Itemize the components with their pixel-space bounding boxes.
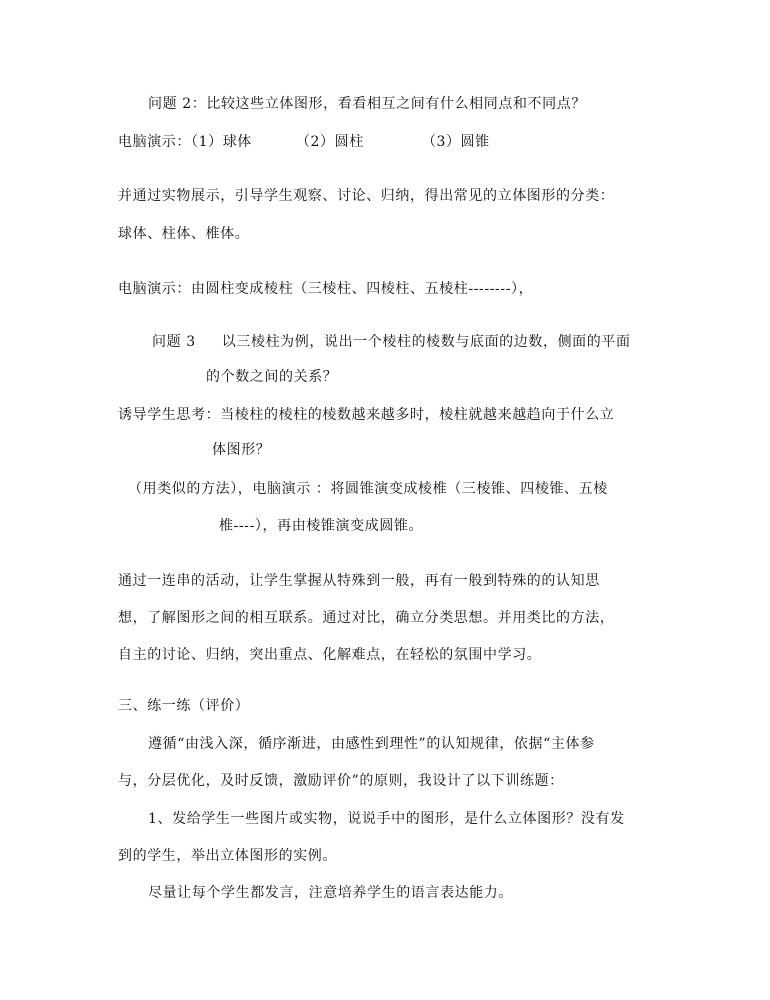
analog-line-2: 椎----），再由棱锥演变成圆锥。 (219, 518, 424, 534)
guide-line-2: 体图形？ (212, 442, 271, 458)
demo-1-line (118, 133, 490, 151)
question-3-label: 问题 3 (152, 334, 196, 350)
summary-line-1: 通过一连串的活动，让学生掌握从特殊到一般，再有一般到特殊的的认知思 (118, 573, 600, 589)
question-2: 问题 2：比较这些立体图形，看看相互之间有什么相同点和不同点？ (148, 96, 586, 112)
speak-line: 尽量让每个学生都发言，注意培养学生的语言表达能力。 (148, 885, 513, 901)
summary-line-3: 自主的讨论、归纳，突出重点、化解难点，在轻松的氛围中学习。 (118, 647, 542, 663)
section-3-heading: 三、练一练（评价） (118, 698, 250, 714)
classify-line-1: 并通过实物展示，引导学生观察、讨论、归纳，得出常见的立体图形的分类： (118, 188, 615, 204)
exercise-1-line-1: 1、发给学生一些图片或实物，说说手中的图形，是什么立体图形？没有发 (148, 811, 625, 827)
principle-line-1: 遵循“由浅入深，循序渐进，由感性到理性”的认知规律，依据“主体参 (148, 736, 595, 752)
classify-line-2: 球体、柱体、椎体。 (118, 226, 250, 242)
analog-line-1: （用类似的方法），电脑演示 ：将圆锥演变成棱椎（三棱锥、四棱锥、五棱 (128, 481, 608, 497)
question-3-line (152, 333, 631, 351)
question-3-text: 以三棱柱为例，说出一个棱柱的棱数与底面的边数，侧面的平面 (221, 334, 631, 350)
demo-1-item-cone: （3）圆锥 (421, 134, 490, 150)
principle-line-2: 与，分层优化，及时反馈，激励评价”的原则，我设计了以下训练题： (118, 773, 564, 789)
exercise-1-line-2: 到的学生，举出立体图形的实例。 (118, 848, 337, 864)
summary-line-2: 想，了解图形之间的相互联系。通过对比，确立分类思想。并用类比的方法， (118, 610, 615, 626)
demo-2-line: 电脑演示：由圆柱变成棱柱（三棱柱、四棱柱、五棱柱--------）， (118, 281, 534, 297)
question-3-line-2: 的个数之间的关系？ (206, 369, 338, 385)
demo-1-label: 电脑演示： (118, 134, 191, 150)
guide-line-1: 诱导学生思考：当棱柱的棱柱的棱数越来越多时，棱柱就越来越趋向于什么立 (118, 407, 615, 423)
demo-1-item-sphere: （1）球体 (191, 134, 252, 150)
demo-1-item-cylinder: （2）圆柱 (295, 134, 364, 150)
